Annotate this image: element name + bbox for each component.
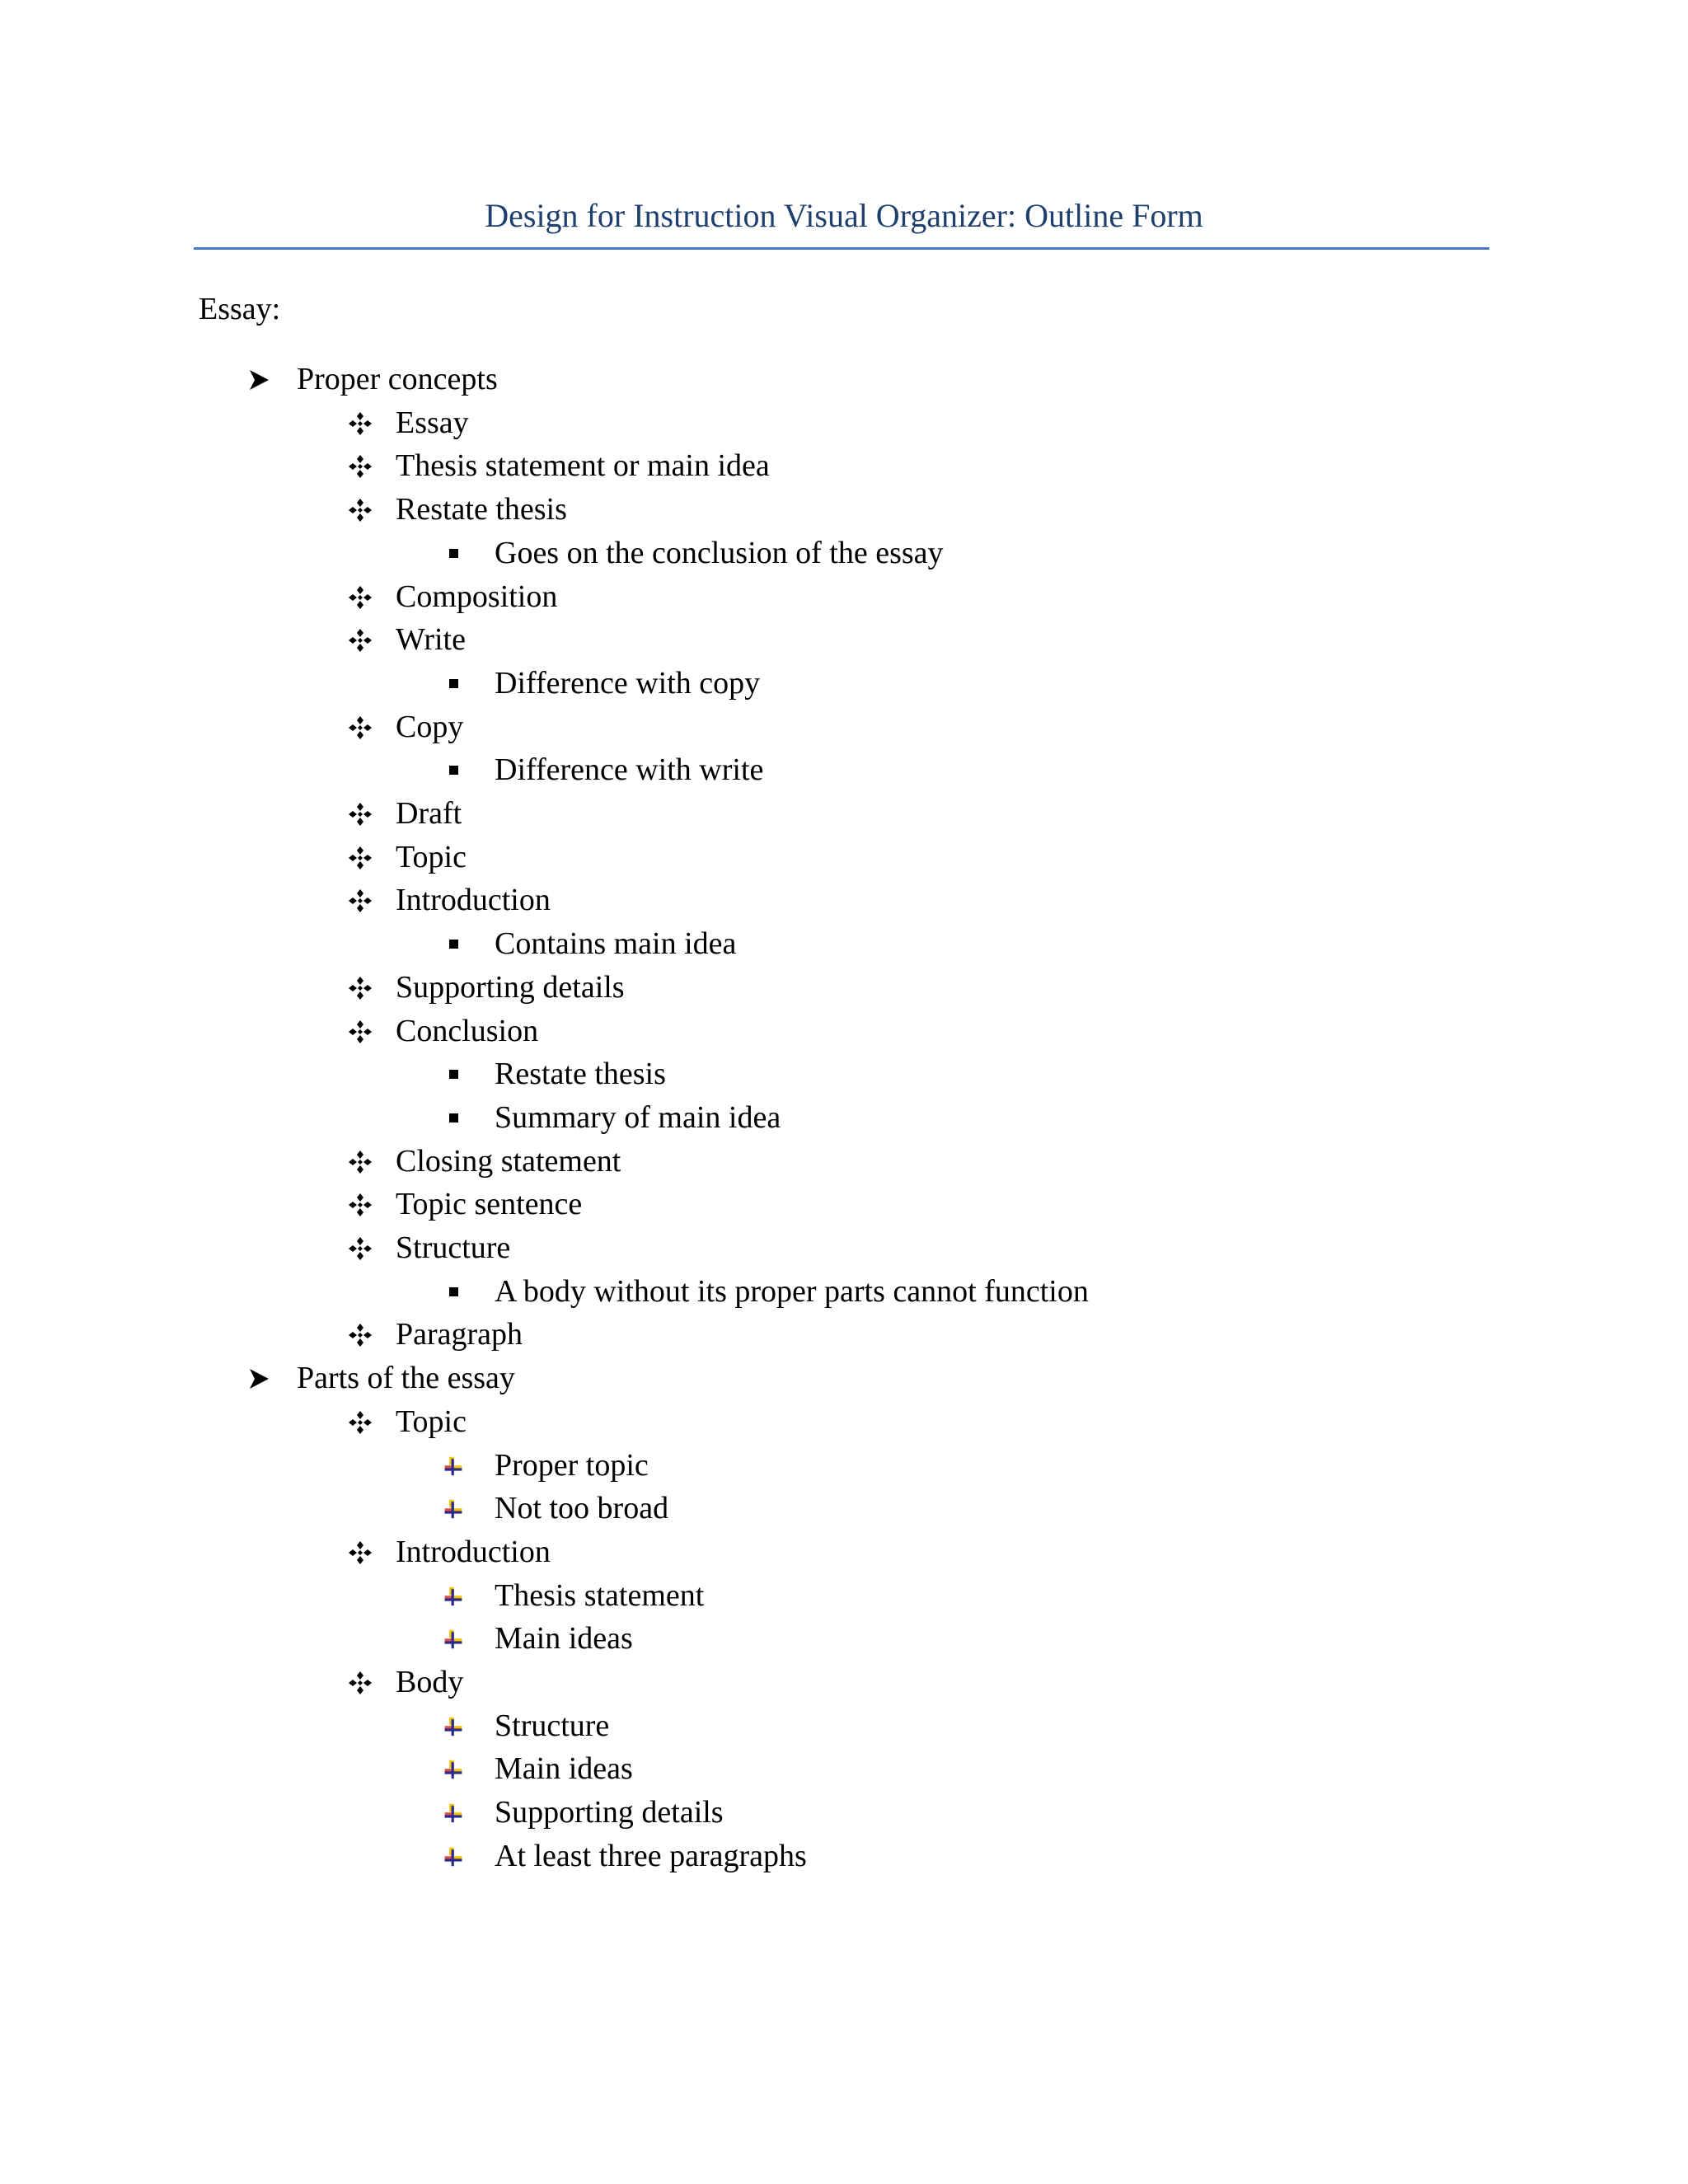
outline-item-text: Proper concepts <box>297 362 498 396</box>
square-icon <box>443 748 463 792</box>
outline-item-text: Introduction <box>396 883 551 917</box>
outline-item-text: Introduction <box>396 1535 551 1569</box>
outline-item-text: Supporting details <box>396 970 625 1005</box>
diamond-clover-icon <box>346 879 374 922</box>
diamond-clover-icon <box>346 575 374 619</box>
square-icon <box>443 922 463 966</box>
square-icon <box>443 662 463 705</box>
outline-item-level-2 <box>0 444 1688 488</box>
square-icon <box>443 1096 463 1140</box>
outline-item-text: Composition <box>396 579 558 614</box>
outline-item-text: Supporting details <box>495 1795 724 1830</box>
outline-item-level-1 <box>0 358 1688 401</box>
outline-item-level-3 <box>0 1096 1688 1140</box>
outline-item-level-3 <box>0 1791 1688 1835</box>
outline-item-level-3 <box>0 1487 1688 1530</box>
diamond-clover-icon <box>346 966 374 1010</box>
outline-item-level-3 <box>0 1052 1688 1096</box>
colored-cross-icon <box>443 1574 463 1618</box>
section-label: Essay: <box>199 292 281 326</box>
diamond-clover-icon <box>346 836 374 879</box>
diamond-clover-icon <box>346 618 374 662</box>
diamond-clover-icon <box>346 401 374 445</box>
diamond-clover-icon <box>346 792 374 836</box>
outline-item-level-2 <box>0 488 1688 532</box>
diamond-clover-icon <box>346 705 374 749</box>
outline-item-text: Topic <box>396 840 467 874</box>
diamond-clover-icon <box>346 1400 374 1444</box>
diamond-clover-icon <box>346 1140 374 1183</box>
outline-item-level-3 <box>0 1747 1688 1791</box>
outline-item-level-2 <box>0 1183 1688 1226</box>
colored-cross-icon <box>443 1444 463 1488</box>
outline-item-text: Summary of main idea <box>495 1100 781 1135</box>
outline-item-text: Thesis statement or main idea <box>396 448 770 483</box>
square-icon <box>443 1270 463 1314</box>
outline-item-text: Restate thesis <box>495 1057 666 1091</box>
outline-item-text: Structure <box>495 1708 610 1743</box>
outline-item-level-2 <box>0 1400 1688 1444</box>
outline-item-level-3 <box>0 748 1688 792</box>
outline-item-text: Not too broad <box>495 1491 669 1526</box>
outline-item-level-3 <box>0 1574 1688 1618</box>
outline-item-level-3 <box>0 922 1688 966</box>
outline-item-level-3 <box>0 662 1688 705</box>
diamond-clover-icon <box>346 444 374 488</box>
outline-item-text: Topic <box>396 1404 467 1439</box>
outline-item-level-2 <box>0 1530 1688 1574</box>
diamond-clover-icon <box>346 1010 374 1053</box>
title-underline <box>194 247 1489 250</box>
outline-item-level-2 <box>0 1010 1688 1053</box>
outline-item-text: Difference with write <box>495 752 764 787</box>
outline-item-level-3 <box>0 532 1688 575</box>
outline-item-text: Restate thesis <box>396 492 567 527</box>
colored-cross-icon <box>443 1617 463 1661</box>
diamond-clover-icon <box>346 1661 374 1704</box>
outline-item-level-2 <box>0 705 1688 749</box>
square-icon <box>443 1052 463 1096</box>
outline-item-level-2 <box>0 1226 1688 1270</box>
outline-item-text: Difference with copy <box>495 666 761 701</box>
outline-item-text: Main ideas <box>495 1751 633 1786</box>
outline-item-text: A body without its proper parts cannot function <box>495 1274 1089 1309</box>
outline-item-level-2 <box>0 575 1688 619</box>
outline-item-text: Topic sentence <box>396 1187 583 1221</box>
outline-item-level-3 <box>0 1617 1688 1661</box>
colored-cross-icon <box>443 1747 463 1791</box>
outline-item-level-3 <box>0 1270 1688 1314</box>
outline-item-text: Parts of the essay <box>297 1361 515 1395</box>
colored-cross-icon <box>443 1487 463 1530</box>
outline-item-level-2 <box>0 792 1688 836</box>
colored-cross-icon <box>443 1704 463 1748</box>
outline-item-text: Thesis statement <box>495 1578 705 1613</box>
outline-item-level-2 <box>0 401 1688 445</box>
outline-item-text: Copy <box>396 710 464 744</box>
outline-item-text: Paragraph <box>396 1317 523 1352</box>
arrowhead-icon <box>246 358 272 401</box>
outline-item-level-3 <box>0 1835 1688 1878</box>
outline-item-text: Draft <box>396 796 462 831</box>
outline-item-text: Goes on the conclusion of the essay <box>495 536 944 570</box>
outline-item-level-3 <box>0 1444 1688 1488</box>
outline-item-text: Body <box>396 1665 464 1699</box>
outline-item-level-2 <box>0 1140 1688 1183</box>
outline-item-level-2 <box>0 1313 1688 1357</box>
diamond-clover-icon <box>346 1226 374 1270</box>
outline-item-text: At least three paragraphs <box>495 1839 807 1873</box>
outline-item-level-1 <box>0 1357 1688 1400</box>
arrowhead-icon <box>246 1357 272 1400</box>
page-title: Design for Instruction Visual Organizer: Outline Form <box>485 197 1203 234</box>
diamond-clover-icon <box>346 1183 374 1226</box>
diamond-clover-icon <box>346 488 374 532</box>
diamond-clover-icon <box>346 1313 374 1357</box>
outline-item-text: Main ideas <box>495 1621 633 1656</box>
outline-item-text: Closing statement <box>396 1144 621 1179</box>
diamond-clover-icon <box>346 1530 374 1574</box>
outline-item-level-2 <box>0 618 1688 662</box>
outline-item-text: Write <box>396 622 466 657</box>
colored-cross-icon <box>443 1835 463 1878</box>
outline-item-text: Proper topic <box>495 1448 649 1483</box>
outline-item-text: Structure <box>396 1230 511 1265</box>
outline-item-level-2 <box>0 966 1688 1010</box>
outline-item-level-3 <box>0 1704 1688 1748</box>
outline-item-level-2 <box>0 879 1688 922</box>
colored-cross-icon <box>443 1791 463 1835</box>
outline-item-level-2 <box>0 836 1688 879</box>
square-icon <box>443 532 463 575</box>
outline-item-level-2 <box>0 1661 1688 1704</box>
outline-item-text: Essay <box>396 405 469 440</box>
outline-item-text: Contains main idea <box>495 926 737 961</box>
outline-item-text: Conclusion <box>396 1014 539 1048</box>
